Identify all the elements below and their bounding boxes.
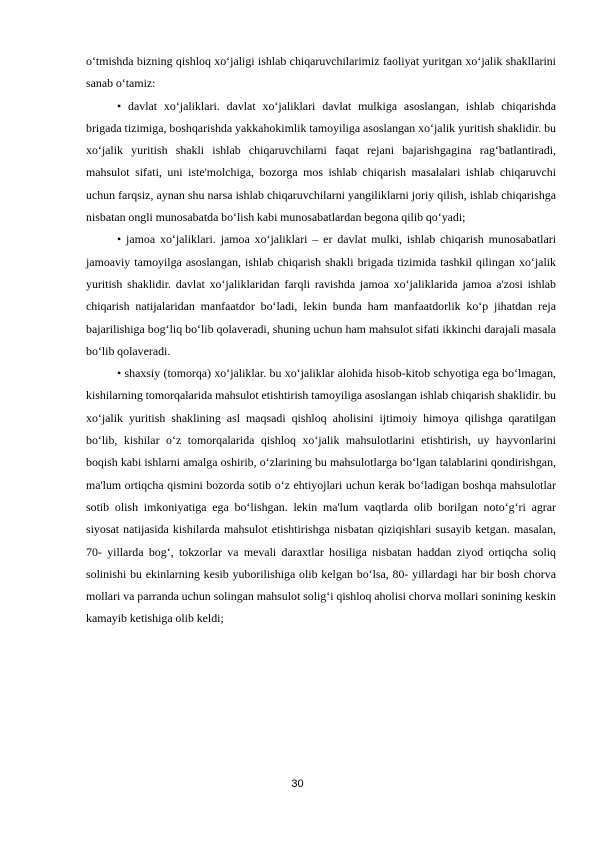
paragraph-state-farms: • davlat xo‘jaliklari. davlat xo‘jaliklari davlat mulkiga asoslangan, ishlab chiqarishda brigada tizimiga, boshqarishda yakkahokimlik tamoyiliga asoslangan xo‘jalik yuritish shaklidir. bu xo‘jalik yuritish shakli ishlab chiqaruvchilarni faqat rejani bajarishgagina rag‘batlantiradi, mahsulot sifati, uni iste'molchiga, bozorga mos ishlab chiqarish masalalari ishlab chiqaruvchi uchun farqsiz, aynan shu narsa ishlab chiqaruvchilarni yangiliklarni joriy qilish, ishlab chiqarishga nisbatan ongli munosabatda bo‘lish kabi munosabatlardan begona qilib qo‘yadi; [86, 98, 556, 225]
paragraph-private-farms: • shaxsiy (tomorqa) xo‘jaliklar. bu xo‘jaliklar alohida hisob-kitob schyotiga ega bo‘lmagan, kishilarning tomorqalarida mahsulot etishtirish tamoyiliga asoslangan ishlab chiqarish shaklidir. bu xo‘jalik yuritish shaklining asl maqsadi qishloq aholisini ijtimoiy himoya qilishga qaratilgan bo‘lib, kishilar o‘z tomorqalarida qishloq xo‘jalik mahsulotlarini etishtirish, uy hayvonlarini boqish kabi ishlarni amalga oshirib, o‘zlarining bu mahsulotlarga bo‘lgan talablarini qondirishgan, ma'lum ortiqcha qismini bozorda sotib o‘z ehtiyojlari uchun kerak bo‘ladigan boshqa mahsulotlar sotib olish imkoniyatiga ega bo‘lishgan. lekin ma'lum vaqtlarda olib borilgan noto‘g‘ri agrar siyosat natijasida kishilarda mahsulot etishtirishga nisbatan qiziqishlari susayib ketgan. masalan, 70- yillarda bog‘, tokzorlar va mevali daraxtlar hosiliga nisbatan haddan ziyod ortiqcha soliq solinishi bu ekinlarning kesib yuborilishiga olib kelgan bo‘lsa, 80- yillardagi har bir bosh chorva mollari va parranda uchun solingan mahsulot solig‘i qishloq aholisi chorva mollari sonining keskin kamayib ketishiga olib keldi; [86, 366, 556, 626]
paragraph-collective-farms: • jamoa xo‘jaliklari. jamoa xo‘jaliklari – er davlat mulki, ishlab chiqarish munosabatlari jamoaviy tamoyilga asoslangan, ishlab chiqarish shakli brigada tizimida tashkil qilingan xo‘jalik yuritish shaklidir. davlat xo‘jaliklaridan farqli ravishda jamoa xo‘jaliklarida jamoa a'zosi ishlab chiqarish natijalaridan manfaatdor bo‘ladi, lekin bunda ham manfaatdorlik ko‘p jihatdan reja bajarilishiga bog‘liq bo‘lib qolaveradi, shuning uchun ham mahsulot sifati ikkinchi darajali masala bo‘lib qolaveradi. [86, 232, 556, 358]
document-body [86, 50, 556, 630]
paragraph-intro: o‘tmishda bizning qishloq xo‘jaligi ishlab chiqaruvchilarimiz faoliyat yuritgan xo‘jalik shakllarini sanab o‘tamiz: [86, 54, 556, 91]
page-number: 30 [291, 778, 304, 790]
